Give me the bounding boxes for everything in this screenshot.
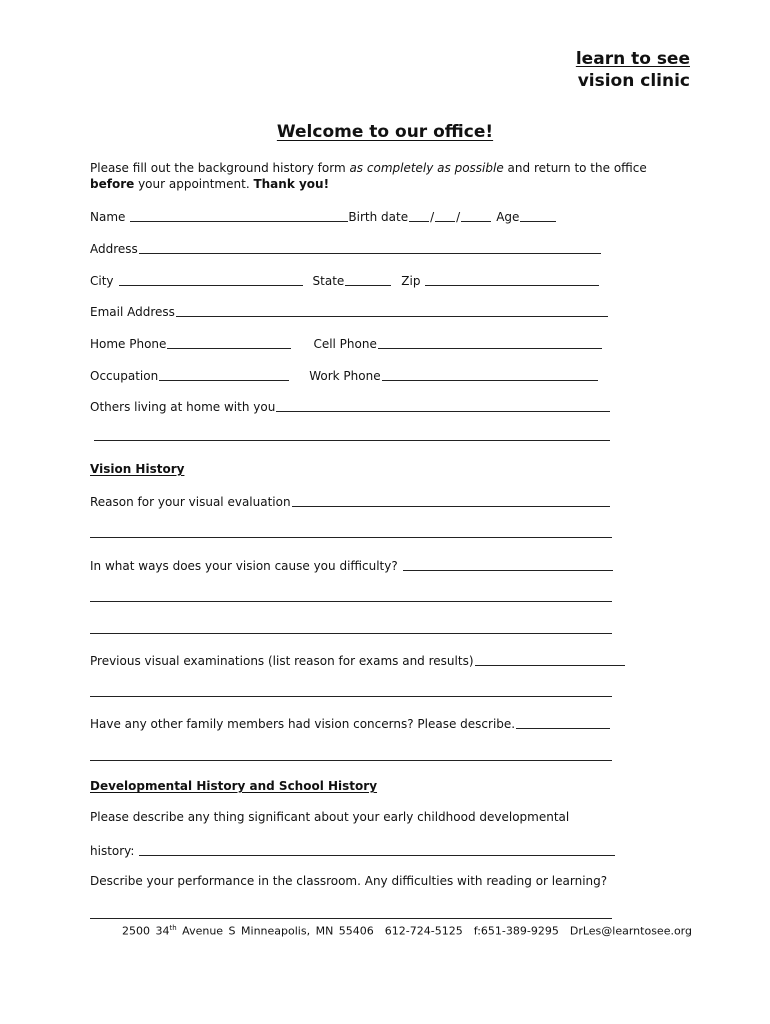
occupation-field[interactable] — [159, 367, 289, 381]
footer-street: Avenue S Minneapolis, MN 55406 — [176, 924, 374, 938]
city-label: City — [90, 274, 114, 288]
others-home-field[interactable] — [276, 398, 610, 412]
family-label: Have any other family members had vision concerns? Please describe. — [90, 717, 516, 731]
age-field[interactable] — [520, 208, 556, 222]
intro-part-2: and return to the office — [503, 161, 647, 175]
previous-exams-field[interactable] — [475, 652, 625, 666]
zip-label: Zip — [401, 274, 421, 288]
state-field[interactable] — [345, 272, 391, 286]
others-home-row — [90, 396, 610, 414]
footer-phone: 612-724-5125 — [384, 924, 463, 938]
intro-before: before — [90, 177, 135, 191]
footer-street-num: 2500 34 — [122, 924, 170, 938]
work-phone-label: Work Phone — [309, 369, 381, 383]
home-phone-field[interactable] — [167, 335, 291, 349]
vision-history-heading: Vision History — [90, 462, 185, 476]
city-field[interactable] — [119, 272, 303, 286]
name-row — [90, 206, 556, 224]
intro-part-3: your appointment. — [134, 177, 254, 191]
email-field[interactable] — [176, 303, 608, 317]
birth-year-field[interactable] — [461, 208, 491, 222]
occupation-label: Occupation — [90, 369, 159, 383]
intro-text — [90, 160, 670, 192]
page-title: Welcome to our office! — [276, 122, 494, 142]
family-extra-line[interactable] — [90, 760, 612, 761]
date-separator-1: / — [430, 210, 435, 224]
reason-row — [90, 491, 610, 509]
classroom-answer-line[interactable] — [90, 918, 612, 919]
clinic-brand — [560, 48, 690, 92]
footer-street-sup: th — [169, 924, 177, 932]
name-field[interactable] — [130, 208, 348, 222]
difficulty-extra-line-2[interactable] — [90, 633, 612, 634]
footer-fax: f:651-389-9295 — [473, 924, 559, 938]
intro-part-1: Please fill out the background history form — [90, 161, 350, 175]
brand-line-1: learn to see — [575, 49, 690, 69]
developmental-describe: Please describe any thing significant about your early childhood developmental — [90, 810, 570, 824]
reason-field[interactable] — [292, 493, 610, 507]
others-home-label: Others living at home with you — [90, 400, 276, 414]
difficulty-label: In what ways does your vision cause you difficulty? — [90, 559, 398, 573]
brand-line-2: vision clinic — [577, 71, 690, 91]
name-label: Name — [90, 210, 126, 224]
cell-phone-field[interactable] — [378, 335, 602, 349]
history-field[interactable] — [139, 842, 615, 856]
cell-phone-label: Cell Phone — [313, 337, 377, 351]
email-label: Email Address — [90, 305, 175, 319]
family-field[interactable] — [516, 715, 610, 729]
classroom-question: Describe your performance in the classroom. Any difficulties with reading or learning? — [90, 874, 608, 888]
occupation-row — [90, 365, 598, 383]
difficulty-field[interactable] — [403, 557, 613, 571]
intro-emphasis: as completely as possible — [349, 161, 504, 175]
previous-exams-row — [90, 650, 625, 668]
intro-thanks: Thank you! — [253, 177, 330, 191]
others-home-extra-line[interactable] — [94, 440, 610, 441]
birth-month-field[interactable] — [409, 208, 429, 222]
email-row — [90, 301, 608, 319]
reason-extra-line[interactable] — [90, 537, 612, 538]
city-state-zip-row — [90, 270, 599, 288]
previous-exams-extra-line[interactable] — [90, 696, 612, 697]
history-label: history: — [90, 844, 135, 858]
family-row — [90, 713, 610, 731]
date-separator-2: / — [456, 210, 461, 224]
zip-field[interactable] — [425, 272, 599, 286]
birth-day-field[interactable] — [435, 208, 455, 222]
birth-date-label: Birth date — [348, 210, 409, 224]
address-label: Address — [90, 242, 138, 256]
age-label: Age — [496, 210, 520, 224]
reason-label: Reason for your visual evaluation — [90, 495, 291, 509]
history-row — [90, 840, 615, 858]
address-field[interactable] — [139, 240, 601, 254]
work-phone-field[interactable] — [382, 367, 598, 381]
phone-row — [90, 333, 602, 351]
footer-email[interactable]: DrLes@learntosee.org — [569, 924, 692, 938]
state-label: State — [312, 274, 345, 288]
footer-contact — [122, 924, 692, 938]
home-phone-label: Home Phone — [90, 337, 167, 351]
difficulty-extra-line-1[interactable] — [90, 601, 612, 602]
address-row — [90, 238, 601, 256]
developmental-history-heading: Developmental History and School History — [90, 779, 378, 793]
previous-exams-label: Previous visual examinations (list reason for exams and results) — [90, 654, 474, 668]
difficulty-row — [90, 555, 613, 573]
